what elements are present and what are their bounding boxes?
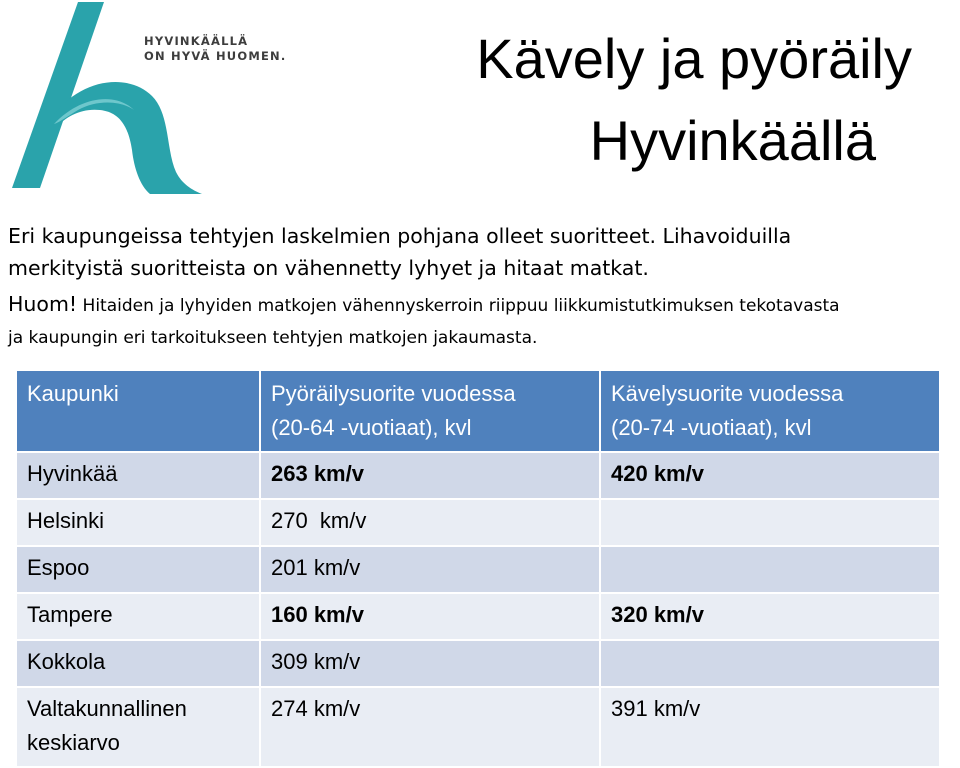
intro-line-2: merkityistä suoritteista on vähennetty lyhyet ja hitaat matkat. xyxy=(8,256,649,280)
logo-line-2: ON HYVÄ HUOMEN. xyxy=(144,49,287,63)
cell-bike: 270 km/v xyxy=(260,499,600,546)
cell-bike: 274 km/v xyxy=(260,687,600,767)
cell-city: Kokkola xyxy=(16,640,260,687)
cell-walk xyxy=(600,546,940,593)
cell-city-line-2: keskiarvo xyxy=(27,730,120,755)
cell-city: Helsinki xyxy=(16,499,260,546)
header-bike-line-1: Pyöräilysuorite vuodessa xyxy=(271,381,516,406)
cell-bike: 309 km/v xyxy=(260,640,600,687)
header-walk xyxy=(600,370,940,452)
table-row xyxy=(16,546,940,593)
table-row xyxy=(16,452,940,499)
header-walk-line-2: (20-74 -vuotiaat), kvl xyxy=(611,415,812,440)
note-line-1 xyxy=(8,288,960,322)
table-row xyxy=(16,687,940,767)
table-row xyxy=(16,640,940,687)
header-walk-line-1: Kävelysuorite vuodessa xyxy=(611,381,844,406)
cell-bike: 263 km/v xyxy=(260,452,600,499)
cell-bike: 201 km/v xyxy=(260,546,600,593)
cell-city: Tampere xyxy=(16,593,260,640)
note-rest: Hitaiden ja lyhyiden matkojen vähennyskerroin riippuu liikkumistutkimuksen tekotavasta xyxy=(77,296,840,316)
header-city: Kaupunki xyxy=(16,370,260,452)
cell-city xyxy=(16,687,260,767)
header-bike-line-2: (20-64 -vuotiaat), kvl xyxy=(271,415,472,440)
cell-walk: 320 km/v xyxy=(600,593,940,640)
logo-line-1: HYVINKÄÄLLÄ xyxy=(144,34,249,48)
title-line-1: Kävely ja pyöräily xyxy=(476,27,912,90)
page-title xyxy=(392,18,912,182)
hyvinkaa-logo-icon xyxy=(0,0,215,200)
note-line-2: ja kaupungin eri tarkoitukseen tehtyjen matkojen jakaumasta. xyxy=(8,328,538,348)
logo-wordmark xyxy=(144,34,286,64)
header-bike xyxy=(260,370,600,452)
cell-city: Espoo xyxy=(16,546,260,593)
intro-line-1: Eri kaupungeissa tehtyjen laskelmien pohjana olleet suoritteet. Lihavoiduilla xyxy=(8,224,792,248)
table-row xyxy=(16,593,940,640)
cell-city-line-1: Valtakunnallinen xyxy=(27,696,187,721)
title-line-2: Hyvinkäällä xyxy=(589,109,876,172)
cell-walk xyxy=(600,499,940,546)
logo-arch xyxy=(50,82,202,194)
note-text xyxy=(8,288,960,354)
statistics-table xyxy=(15,369,941,768)
table-header-row xyxy=(16,370,940,452)
cell-walk xyxy=(600,640,940,687)
cell-walk: 420 km/v xyxy=(600,452,940,499)
note-lead: Huom! xyxy=(8,292,78,316)
intro-text xyxy=(8,220,928,284)
table-row xyxy=(16,499,940,546)
cell-bike: 160 km/v xyxy=(260,593,600,640)
cell-walk: 391 km/v xyxy=(600,687,940,767)
cell-city: Hyvinkää xyxy=(16,452,260,499)
